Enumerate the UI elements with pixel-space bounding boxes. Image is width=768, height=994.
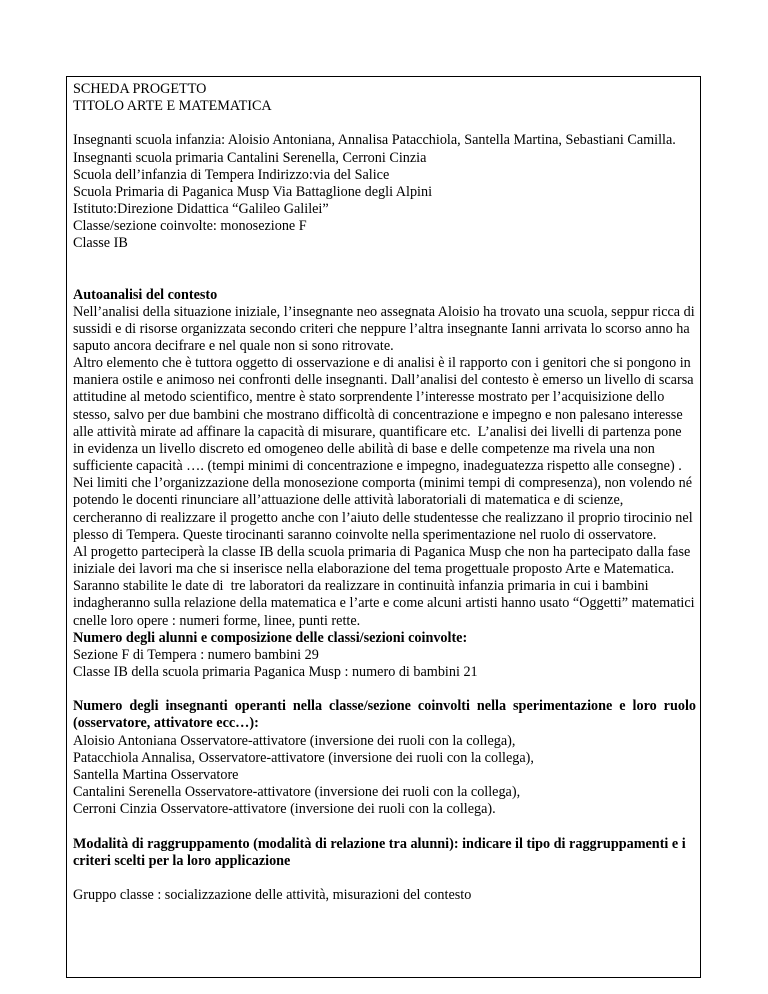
autoanalisi-heading: Autoanalisi del contesto — [73, 286, 218, 303]
info-teachers-infanzia: Insegnanti scuola infanzia: Aloisio Antoniana, Annalisa Patacchiola, Santella Martina, Sebastiani Camilla. — [73, 132, 676, 149]
info-school-infanzia: Scuola dell’infanzia di Tempera Indirizzo:via del Salice — [73, 166, 390, 183]
alunni-heading: Numero degli alunni e composizione delle classi/sezioni coinvolte: — [73, 629, 468, 646]
info-institute: Istituto:Direzione Didattica “Galileo Galilei” — [73, 201, 329, 218]
insegnanti-heading: Numero degli insegnanti operanti nella classe/sezione coinvolti nella sperimentazione e loro ruolo (osservatore, attivatore ecc…): — [73, 698, 700, 732]
spacer — [73, 253, 696, 287]
autoanalisi-paragraph-2: Altro elemento che è tuttora oggetto di osservazione e di analisi è il rapporto con i genitori che si pongono in maniera ostile e animoso nei confronti delle insegnanti. Dall’analisi del contesto è emerso un livello di scarsa attitudine al metodo scientifico, mentre è stato sorprendente l’interesse mostrato per l’acquisizione dello stesso, salvo per due bambini che mostrano difficoltà di concentrazione e impegno e non palesano interesse alle attività mirate ad affinare la capacità di misurare, quantificare etc. L’analisi dei livelli di partenza pone in evidenza un livello discreto ed omogeneo delle abilità di base e delle competenze ma rivela una non sufficiente capacità …. (tempi minimi di concentrazione e impegno, inadeguatezza rispetto alle consegne) . Nei limiti che l’organizzazione della monosezione comporta (minimi tempi di compresenza), non volendo né potendo le docenti rinunciare all’attuazione delle attività laboratoriali di matematica e di scienze, cercheranno di realizzare il progetto anche con l’aiuto delle studentesse che realizzano il proprio tirocinio nel plesso di Tempera. Queste tirocinanti saranno coinvolte nella sperimentazione nel ruolo di osservatore. — [73, 355, 698, 543]
raggruppamento-line: Gruppo classe : socializzazione delle attività, misurazioni del contesto — [73, 886, 472, 903]
autoanalisi-paragraph-3: Al progetto parteciperà la classe IB della scuola primaria di Paganica Musp che non ha partecipato dalla fase iniziale dei lavori ma che si inserisce nella elaborazione del tema progettuale proposto Arte e Matematica. Saranno stabilite le date di tre laboratori da realizzare in continuità infanzia primaria in cui i bambini indagheranno sulla relazione della matematica e l’arte e come alcuni artisti hanno usato “Oggetti” matematici cnelle loro opere : numeri forme, linee, punti rette. — [73, 543, 699, 629]
alunni-line: Classe IB della scuola primaria Paganica Musp : numero di bambini 21 — [73, 663, 478, 680]
spacer — [73, 115, 696, 132]
spacer — [73, 870, 696, 887]
alunni-line: Sezione F di Tempera : numero bambini 29 — [73, 646, 319, 663]
raggruppamento-heading: Modalità di raggruppamento (modalità di relazione tra alunni): indicare il tipo di raggruppamenti e i criteri scelti per la loro applicazione — [73, 835, 690, 869]
info-class: Classe IB — [73, 235, 128, 252]
info-section: Classe/sezione coinvolte: monosezione F — [73, 218, 307, 235]
insegnanti-line: Santella Martina Osservatore — [73, 766, 239, 783]
insegnanti-line: Cantalini Serenella Osservatore-attivatore (inversione dei ruoli con la collega), — [73, 784, 521, 801]
project-title: TITOLO ARTE E MATEMATICA — [73, 98, 272, 115]
info-school-primaria: Scuola Primaria di Paganica Musp Via Battaglione degli Alpini — [73, 183, 433, 200]
insegnanti-line: Aloisio Antoniana Osservatore-attivatore (inversione dei ruoli con la collega), — [73, 732, 516, 749]
sheet-title: SCHEDA PROGETTO — [73, 81, 207, 97]
insegnanti-line: Cerroni Cinzia Osservatore-attivatore (inversione dei ruoli con la collega). — [73, 801, 496, 818]
spacer — [73, 681, 696, 698]
info-teachers-primaria: Insegnanti scuola primaria Cantalini Serenella, Cerroni Cinzia — [73, 149, 427, 166]
autoanalisi-paragraph-1: Nell’analisi della situazione iniziale, l’insegnante neo assegnata Aloisio ha trovato una scuola, seppur ricca di sussidi e di risorse organizzata secondo criteri che neppure l’altra insegnante Ianni arrivata lo scorso anno ha saputo ancora decifrare e nel quale non si sono ritrovate. — [73, 303, 699, 355]
insegnanti-line: Patacchiola Annalisa, Osservatore-attivatore (inversione dei ruoli con la collega), — [73, 749, 534, 766]
project-sheet — [66, 76, 701, 978]
spacer — [73, 818, 696, 835]
